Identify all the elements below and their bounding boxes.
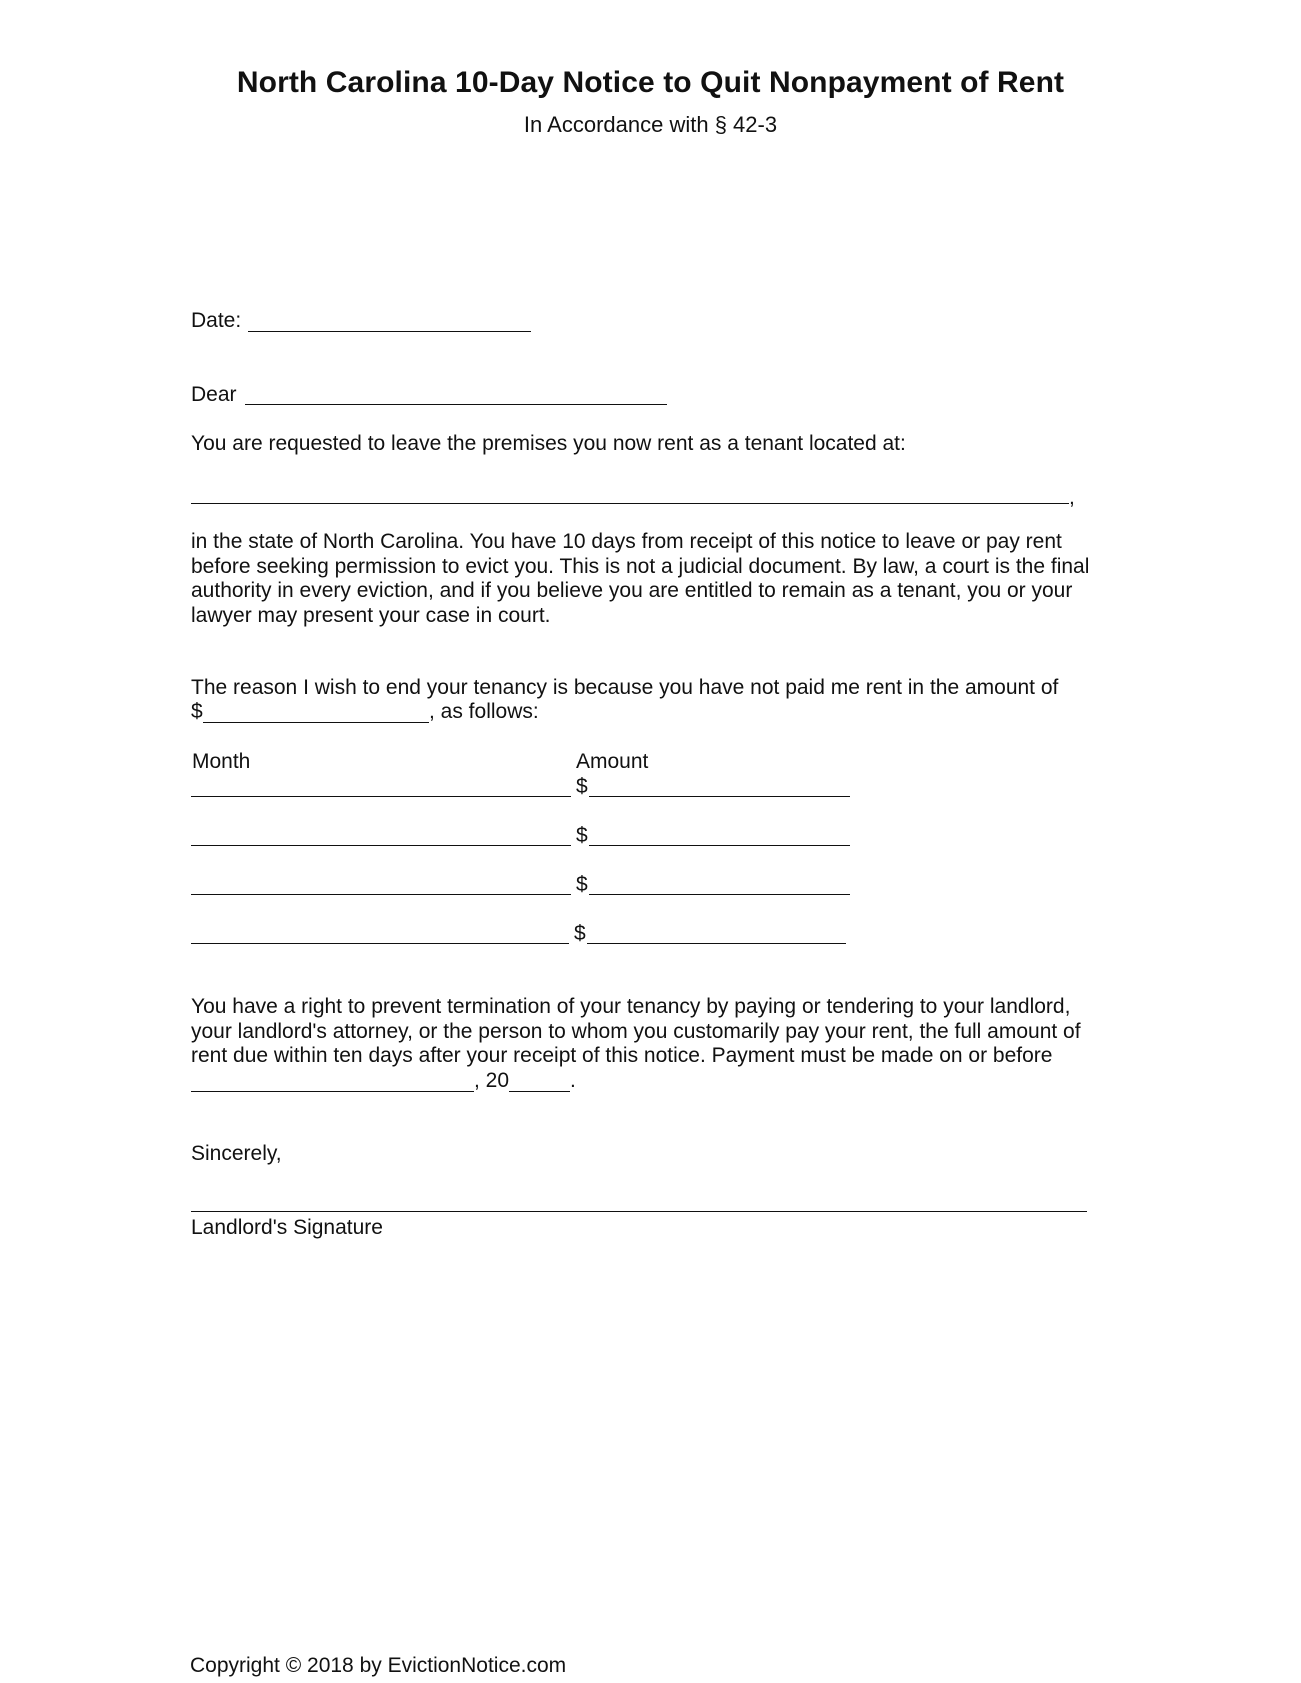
amount-field-3[interactable] [589, 894, 850, 895]
payment-year-field[interactable] [509, 1091, 570, 1092]
amount-header: Amount [576, 750, 649, 773]
payment-end: . [570, 1069, 576, 1092]
reason-currency: $ [191, 700, 203, 723]
row-currency-4: $ [574, 922, 586, 945]
document-title: North Carolina 10-Day Notice to Quit Nonpayment of Rent [236, 66, 1065, 99]
row-currency-1: $ [576, 775, 588, 798]
tenant-name-field[interactable] [245, 404, 667, 405]
state-paragraph: in the state of North Carolina. You have 10 days from receipt of this notice to leave or pay rent before seeking permission to evict you. This is not a judicial document. By law, a court is the final authority in every eviction, and if you believe you are entitled to remain as a tenant, you or your lawyer may present your case in court. [191, 530, 1090, 627]
address-comma: , [1069, 486, 1075, 509]
right-to-cure-paragraph: You have a right to prevent termination of your tenancy by paying or tendering to your landlord, your landlord's attorney, or the person to whom you customarily pay your rent, the full amount of rent due within ten days after your receipt of this notice. Payment must be made on or before [191, 995, 1081, 1067]
copyright-footer: Copyright © 2018 by EvictionNotice.com [190, 1654, 567, 1677]
payment-year-prefix: , 20 [474, 1069, 510, 1092]
rent-amount-field[interactable] [203, 722, 429, 723]
reason-suffix: , as follows: [429, 700, 539, 723]
payment-date-field[interactable] [191, 1091, 474, 1092]
amount-field-1[interactable] [589, 796, 850, 797]
amount-field-4[interactable] [587, 943, 846, 944]
month-header: Month [192, 750, 251, 773]
document-subtitle: In Accordance with § 42-3 [523, 112, 778, 137]
signature-line[interactable] [191, 1211, 1087, 1212]
sincerely-text: Sincerely, [191, 1142, 282, 1165]
month-field-2[interactable] [191, 845, 571, 846]
address-field[interactable] [191, 503, 1069, 504]
dear-label: Dear [191, 383, 237, 406]
date-field[interactable] [248, 331, 531, 332]
signature-label: Landlord's Signature [191, 1216, 383, 1239]
reason-text: The reason I wish to end your tenancy is because you have not paid me rent in the amount of [191, 676, 1059, 699]
month-field-3[interactable] [191, 894, 571, 895]
month-field-1[interactable] [191, 796, 571, 797]
month-field-4[interactable] [191, 943, 569, 944]
row-currency-3: $ [576, 873, 588, 896]
amount-field-2[interactable] [589, 845, 850, 846]
row-currency-2: $ [576, 824, 588, 847]
date-label: Date: [191, 309, 242, 332]
premises-text: You are requested to leave the premises you now rent as a tenant located at: [191, 432, 906, 455]
